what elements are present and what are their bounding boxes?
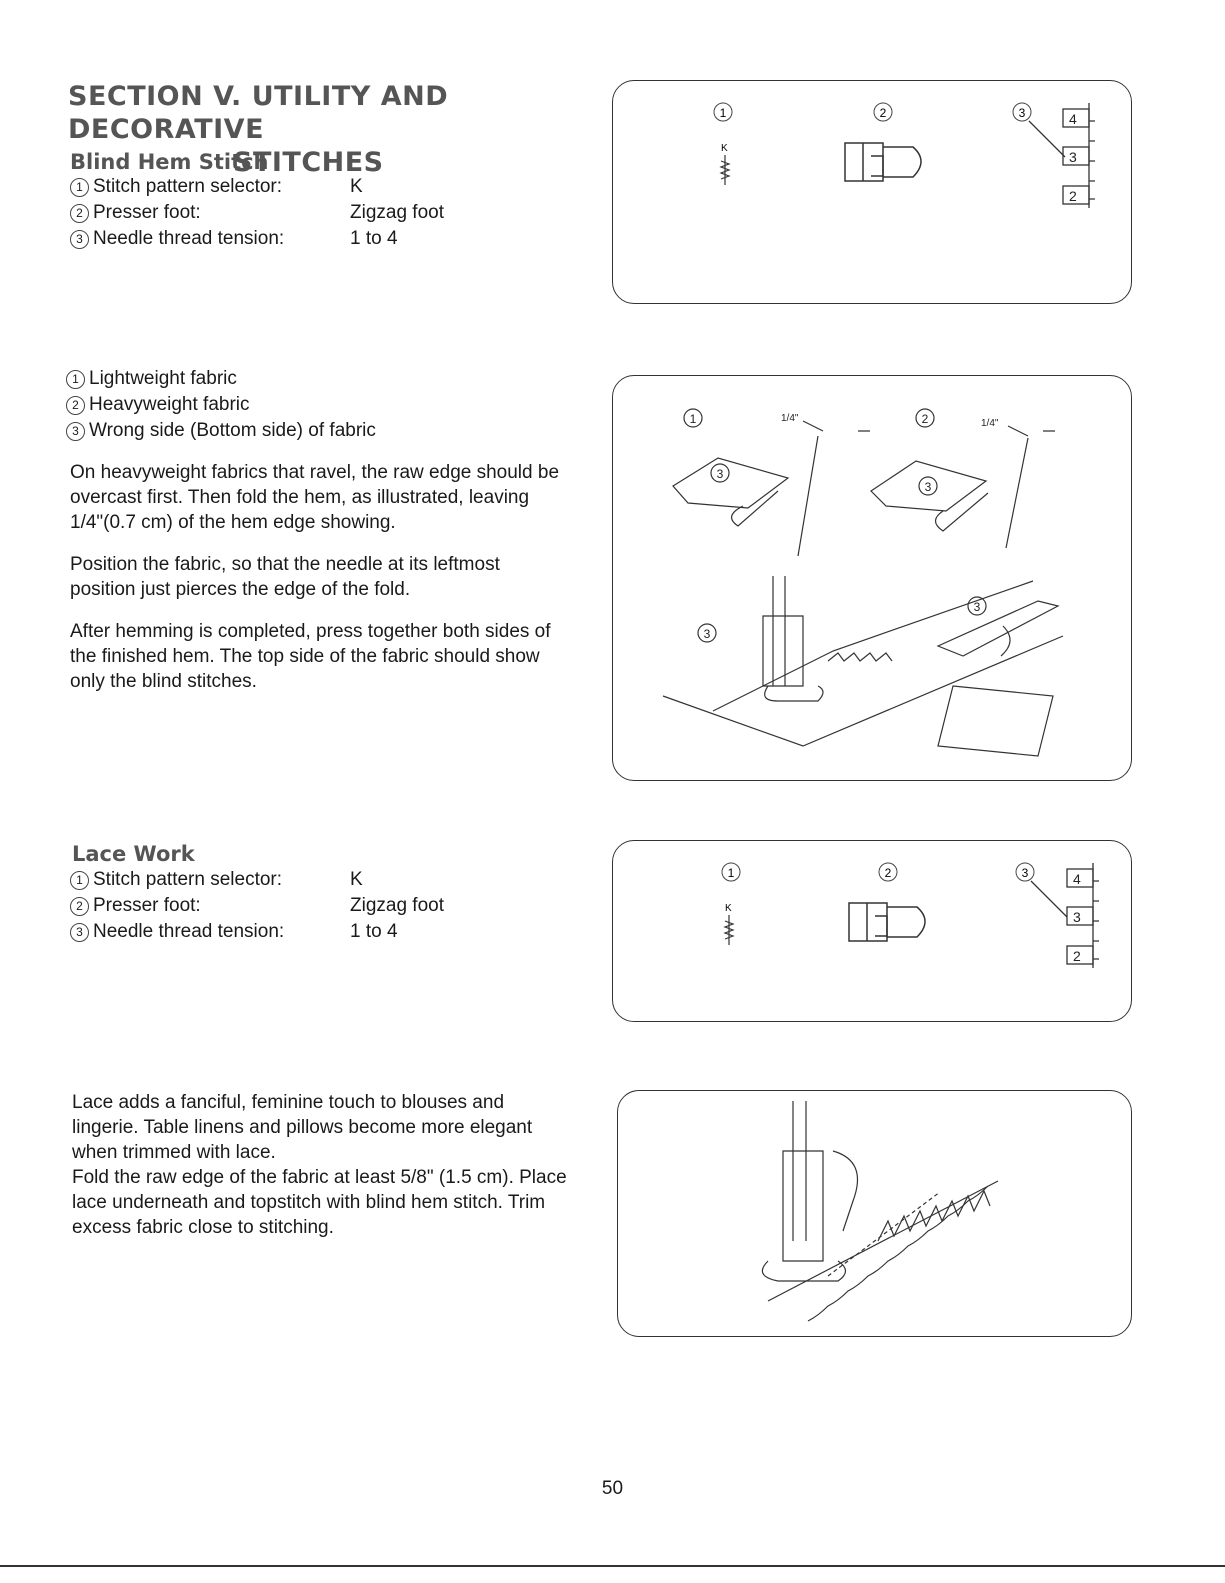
spec-row xyxy=(70,867,444,893)
lace-illustration-panel xyxy=(617,1090,1132,1337)
presser-foot-sewing xyxy=(762,1101,857,1281)
text-line: when trimmed with lace. xyxy=(72,1142,276,1163)
svg-text:2: 2 xyxy=(1069,188,1077,204)
num-2-marker xyxy=(874,103,892,121)
fabric-legend xyxy=(66,366,376,444)
measure-arrow xyxy=(1006,426,1055,548)
circled-number: 3 xyxy=(66,422,85,441)
spec-label: Stitch pattern selector: xyxy=(93,176,283,197)
hem-illustration xyxy=(613,376,1131,780)
measure-arrow xyxy=(798,421,870,556)
circled-number: 2 xyxy=(70,897,89,916)
svg-text:1: 1 xyxy=(689,412,697,426)
circled-number: 1 xyxy=(66,370,85,389)
settings-illustration xyxy=(613,81,1131,303)
text-line: Lace adds a fanciful, feminine touch to blouses and xyxy=(72,1092,505,1113)
num-3-marker xyxy=(1016,863,1034,881)
text-line: excess fabric close to stitching. xyxy=(72,1217,334,1238)
legend-text: Wrong side (Bottom side) of fabric xyxy=(89,420,376,441)
text-line: Fold the raw edge of the fabric at least 5/8" (1.5 cm). Place xyxy=(72,1167,567,1188)
finished-hem xyxy=(938,686,1053,756)
svg-text:2: 2 xyxy=(879,106,887,120)
num-1-marker xyxy=(714,103,732,121)
spec-row xyxy=(70,174,444,200)
num-1-marker xyxy=(684,409,702,427)
text-line: On heavyweight fabrics that ravel, the raw edge should be xyxy=(70,462,560,483)
legend-item xyxy=(66,418,376,444)
lace-work-specs xyxy=(70,867,444,945)
num-3-marker xyxy=(711,464,729,482)
svg-text:3: 3 xyxy=(703,627,711,641)
legend-text: Lightweight fabric xyxy=(89,368,237,389)
hem-illustration-panel xyxy=(612,375,1132,781)
legend-item xyxy=(66,392,376,418)
paragraph xyxy=(70,460,590,535)
svg-text:3: 3 xyxy=(1018,106,1026,120)
spec-label: Presser foot: xyxy=(93,895,201,916)
lace-pattern xyxy=(828,1192,940,1276)
measure-label-2: 1/4" xyxy=(981,418,999,429)
blind-hem-instructions xyxy=(70,460,590,711)
lace-scallop xyxy=(808,1186,988,1321)
svg-text:3: 3 xyxy=(716,467,724,481)
num-2-marker xyxy=(916,409,934,427)
spec-value: K xyxy=(350,176,363,197)
settings-illustration xyxy=(613,841,1131,1021)
circled-number: 1 xyxy=(70,178,89,197)
circled-number: 1 xyxy=(70,871,89,890)
spec-value: 1 to 4 xyxy=(350,921,398,942)
lace-work-heading: Lace Work xyxy=(72,842,195,866)
lace-illustration xyxy=(618,1091,1131,1336)
legend-item xyxy=(66,366,376,392)
spec-row xyxy=(70,919,444,945)
svg-text:2: 2 xyxy=(1073,948,1081,964)
svg-text:4: 4 xyxy=(1069,111,1077,127)
paragraph xyxy=(70,619,590,694)
settings-panel-blind-hem xyxy=(612,80,1132,304)
spec-value: Zigzag foot xyxy=(350,895,444,916)
circled-number: 3 xyxy=(70,923,89,942)
spec-label: Presser foot: xyxy=(93,202,201,223)
svg-text:3: 3 xyxy=(1069,149,1077,165)
text-line: 1/4"(0.7 cm) of the hem edge showing. xyxy=(70,512,396,533)
presser-foot-icon xyxy=(849,903,925,941)
text-line: After hemming is completed, press together both sides of xyxy=(70,621,551,642)
blind-hem-heading: Blind Hem Stitch xyxy=(70,150,269,174)
num-3-marker xyxy=(1013,103,1031,121)
svg-text:3: 3 xyxy=(924,480,932,494)
tension-dial-icon xyxy=(1029,103,1095,208)
svg-text:3: 3 xyxy=(1073,909,1081,925)
num-2-marker xyxy=(879,863,897,881)
text-line: only the blind stitches. xyxy=(70,671,257,692)
fabric-edge xyxy=(768,1181,998,1301)
svg-text:2: 2 xyxy=(884,866,892,880)
fold-arrow xyxy=(1001,626,1010,656)
pattern-letter: K xyxy=(725,903,732,914)
circled-number: 2 xyxy=(66,396,85,415)
spec-label: Stitch pattern selector: xyxy=(93,869,283,890)
paragraph xyxy=(70,552,590,602)
measure-label-1: 1/4" xyxy=(781,413,799,424)
spec-value: K xyxy=(350,869,363,890)
text-line: Position the fabric, so that the needle at its leftmost xyxy=(70,554,500,575)
text-line: the finished hem. The top side of the fabric should show xyxy=(70,646,540,667)
spec-row xyxy=(70,226,444,252)
svg-text:3: 3 xyxy=(1021,866,1029,880)
svg-text:3: 3 xyxy=(973,600,981,614)
svg-text:1: 1 xyxy=(719,106,727,120)
blind-stitch-symbol xyxy=(725,915,733,945)
lace-work-instructions xyxy=(72,1090,612,1240)
blind-hem-specs xyxy=(70,174,444,252)
fabric-fold-light xyxy=(673,458,788,508)
svg-text:2: 2 xyxy=(921,412,929,426)
blind-stitch-symbol xyxy=(721,155,729,185)
svg-text:4: 4 xyxy=(1073,871,1081,887)
text-line: position just pierces the edge of the fold. xyxy=(70,579,411,600)
legend-text: Heavyweight fabric xyxy=(89,394,250,415)
section-title-line1: SECTION V. UTILITY AND DECORATIVE xyxy=(68,81,449,145)
spec-label: Needle thread tension: xyxy=(93,228,285,249)
spec-row xyxy=(70,200,444,226)
section-title-line2: STITCHES xyxy=(233,147,384,178)
circled-number: 2 xyxy=(70,204,89,223)
spec-value: 1 to 4 xyxy=(350,228,398,249)
circled-number: 3 xyxy=(70,230,89,249)
num-3-marker xyxy=(698,624,716,642)
num-1-marker xyxy=(722,863,740,881)
num-3-marker xyxy=(919,477,937,495)
svg-text:1: 1 xyxy=(727,866,735,880)
spec-label: Needle thread tension: xyxy=(93,921,285,942)
settings-panel-lace xyxy=(612,840,1132,1022)
bottom-rule xyxy=(0,1565,1225,1567)
spec-value: Zigzag foot xyxy=(350,202,444,223)
text-line: lace underneath and topstitch with blind hem stitch. Trim xyxy=(72,1192,546,1213)
presser-foot-icon xyxy=(845,143,921,181)
spec-row xyxy=(70,893,444,919)
num-3-marker xyxy=(968,597,986,615)
tension-dial-icon xyxy=(1031,863,1099,968)
presser-foot-sewing xyxy=(663,576,1063,746)
text-line: lingerie. Table linens and pillows become more elegant xyxy=(72,1117,533,1138)
pattern-letter: K xyxy=(721,143,728,154)
page-number: 50 xyxy=(601,1478,624,1499)
hem-fold xyxy=(938,601,1058,656)
text-line: overcast first. Then fold the hem, as illustrated, leaving xyxy=(70,487,530,508)
